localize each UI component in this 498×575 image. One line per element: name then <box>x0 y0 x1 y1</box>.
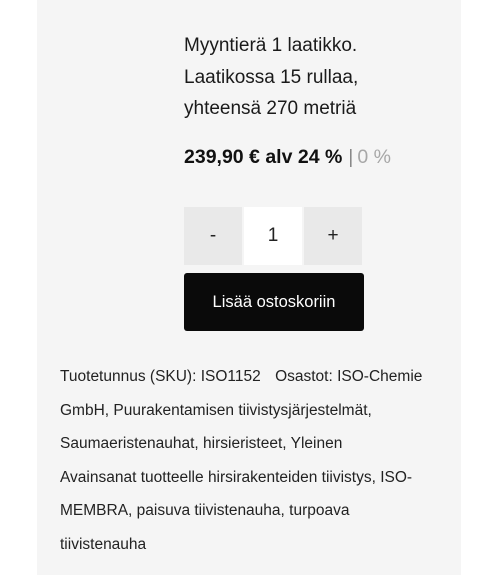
product-meta <box>60 360 432 561</box>
product-description: Myyntierä 1 laatikko. Laatikossa 15 rullaa, yhteensä 270 metriä <box>184 35 359 119</box>
tags-label: Avainsanat tuotteelle <box>60 468 204 486</box>
sku-value: ISO1152 <box>200 368 261 385</box>
quantity-input[interactable] <box>244 207 302 265</box>
categories-label: Osastot: <box>275 368 333 385</box>
quantity-stepper <box>184 207 362 265</box>
categories-links[interactable]: ISO-Chemie GmbH, Puurakentamisen tiivistysjärjestelmät, Saumaeristenauhat, hirsieristeet, Yleinen <box>60 368 423 452</box>
quantity-decrease-button[interactable]: - <box>184 207 242 265</box>
quantity-increase-button[interactable]: + <box>304 207 362 265</box>
add-to-cart-button[interactable]: Lisää ostoskoriin <box>184 273 364 331</box>
sku-label: Tuotetunnus (SKU): <box>60 368 197 385</box>
tags-links[interactable]: hirsirakenteiden tiivistys, ISO-MEMBRA, paisuva tiivistenauha, turpoava tiivistenauha <box>60 468 413 553</box>
discount-badge: 0 % <box>357 146 391 168</box>
price-separator: | <box>348 146 354 168</box>
product-price: 239,90 € alv 24 % <box>184 146 343 168</box>
price-row <box>184 143 391 171</box>
